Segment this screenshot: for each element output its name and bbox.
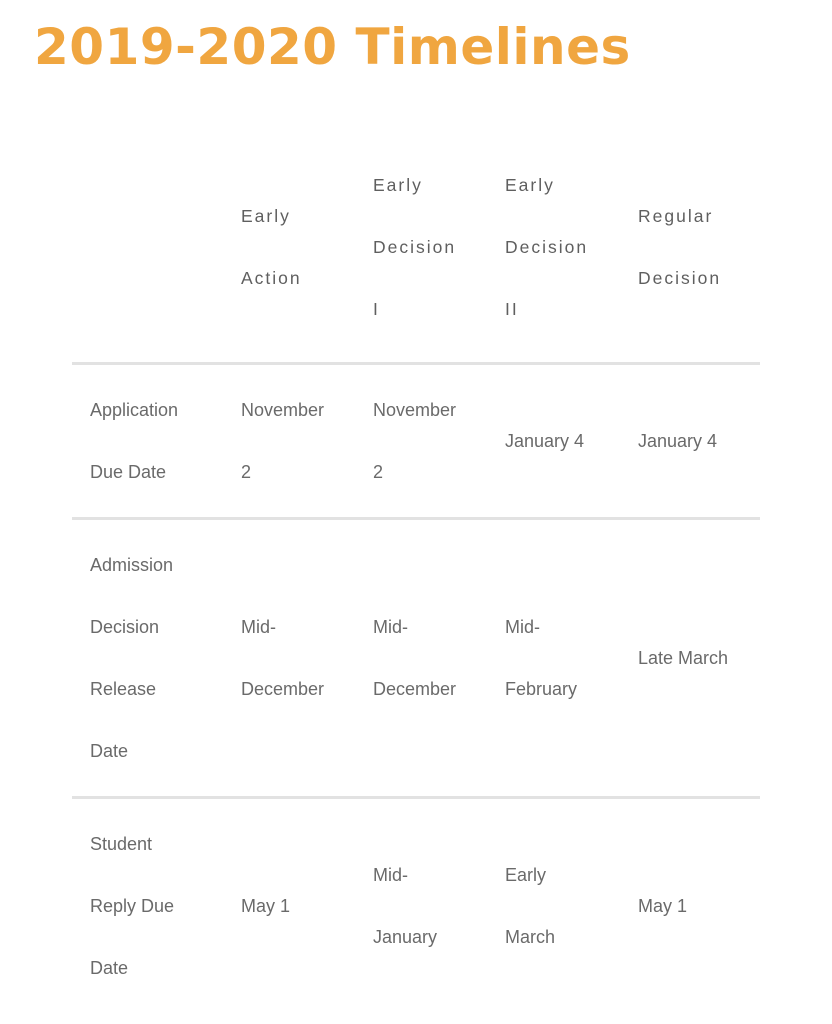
table-cell bbox=[487, 798, 620, 1014]
cell-line: Mid- bbox=[241, 617, 276, 637]
cell-line: Mid- bbox=[505, 617, 540, 637]
header-line: I bbox=[373, 299, 380, 319]
cell-line: February bbox=[505, 679, 578, 699]
header-cell-early-action bbox=[223, 154, 355, 364]
table-cell bbox=[355, 519, 487, 798]
row-label-line: Date bbox=[90, 741, 129, 761]
row-label-line: Reply Due bbox=[90, 896, 175, 916]
row-label-line: Due Date bbox=[90, 462, 167, 482]
cell-line: January 4 bbox=[505, 431, 585, 451]
table-cell bbox=[620, 798, 760, 1014]
cell-line: Mid- bbox=[373, 617, 408, 637]
header-line: Early bbox=[505, 175, 555, 195]
table-cell bbox=[223, 798, 355, 1014]
row-label bbox=[72, 798, 223, 1014]
table-cell bbox=[355, 798, 487, 1014]
row-label-line: Student bbox=[90, 834, 153, 854]
row-label bbox=[72, 364, 223, 519]
table-body bbox=[72, 364, 760, 1014]
cell-line: January bbox=[373, 927, 438, 947]
table-row-application-due-date bbox=[72, 364, 760, 519]
header-line: Early bbox=[241, 206, 291, 226]
header-line: Decision bbox=[638, 268, 722, 288]
cell-line: November bbox=[241, 400, 325, 420]
header-cell-regular-decision bbox=[620, 154, 760, 364]
row-label bbox=[72, 519, 223, 798]
timelines-table bbox=[72, 154, 760, 1013]
table-cell bbox=[223, 519, 355, 798]
header-line: Decision bbox=[505, 237, 589, 257]
cell-line: May 1 bbox=[241, 896, 291, 916]
header-cell-early-decision-1 bbox=[355, 154, 487, 364]
cell-line: 2 bbox=[241, 462, 252, 482]
row-label-line: Application bbox=[90, 400, 179, 420]
page-title: 2019-2020 Timelines bbox=[34, 18, 631, 76]
header-line: II bbox=[505, 299, 519, 319]
cell-line: Mid- bbox=[373, 865, 408, 885]
cell-line: 2 bbox=[373, 462, 384, 482]
table-row-student-reply-due-date bbox=[72, 798, 760, 1014]
cell-line: January 4 bbox=[638, 431, 718, 451]
cell-line: November bbox=[373, 400, 457, 420]
header-cell-milestone bbox=[72, 154, 223, 364]
row-label-line: Release bbox=[90, 679, 157, 699]
cell-line: Early bbox=[505, 865, 547, 885]
row-label-line: Decision bbox=[90, 617, 160, 637]
cell-line: December bbox=[373, 679, 457, 699]
header-line: Regular bbox=[638, 206, 714, 226]
header-line: Action bbox=[241, 268, 302, 288]
table-cell bbox=[620, 519, 760, 798]
cell-line: May 1 bbox=[638, 896, 688, 916]
table-row-admission-decision-release-date bbox=[72, 519, 760, 798]
table-cell bbox=[620, 364, 760, 519]
cell-line: December bbox=[241, 679, 325, 699]
header-row bbox=[72, 154, 760, 364]
header-cell-early-decision-2 bbox=[487, 154, 620, 364]
table-cell bbox=[487, 519, 620, 798]
row-label-line: Date bbox=[90, 958, 129, 978]
cell-line: March bbox=[505, 927, 556, 947]
cell-line: Late March bbox=[638, 648, 729, 668]
table-cell bbox=[355, 364, 487, 519]
header-line: Decision bbox=[373, 237, 457, 257]
header-line: Early bbox=[373, 175, 423, 195]
table-cell bbox=[223, 364, 355, 519]
table-cell bbox=[487, 364, 620, 519]
row-label-line: Admission bbox=[90, 555, 174, 575]
table-header bbox=[72, 154, 760, 364]
